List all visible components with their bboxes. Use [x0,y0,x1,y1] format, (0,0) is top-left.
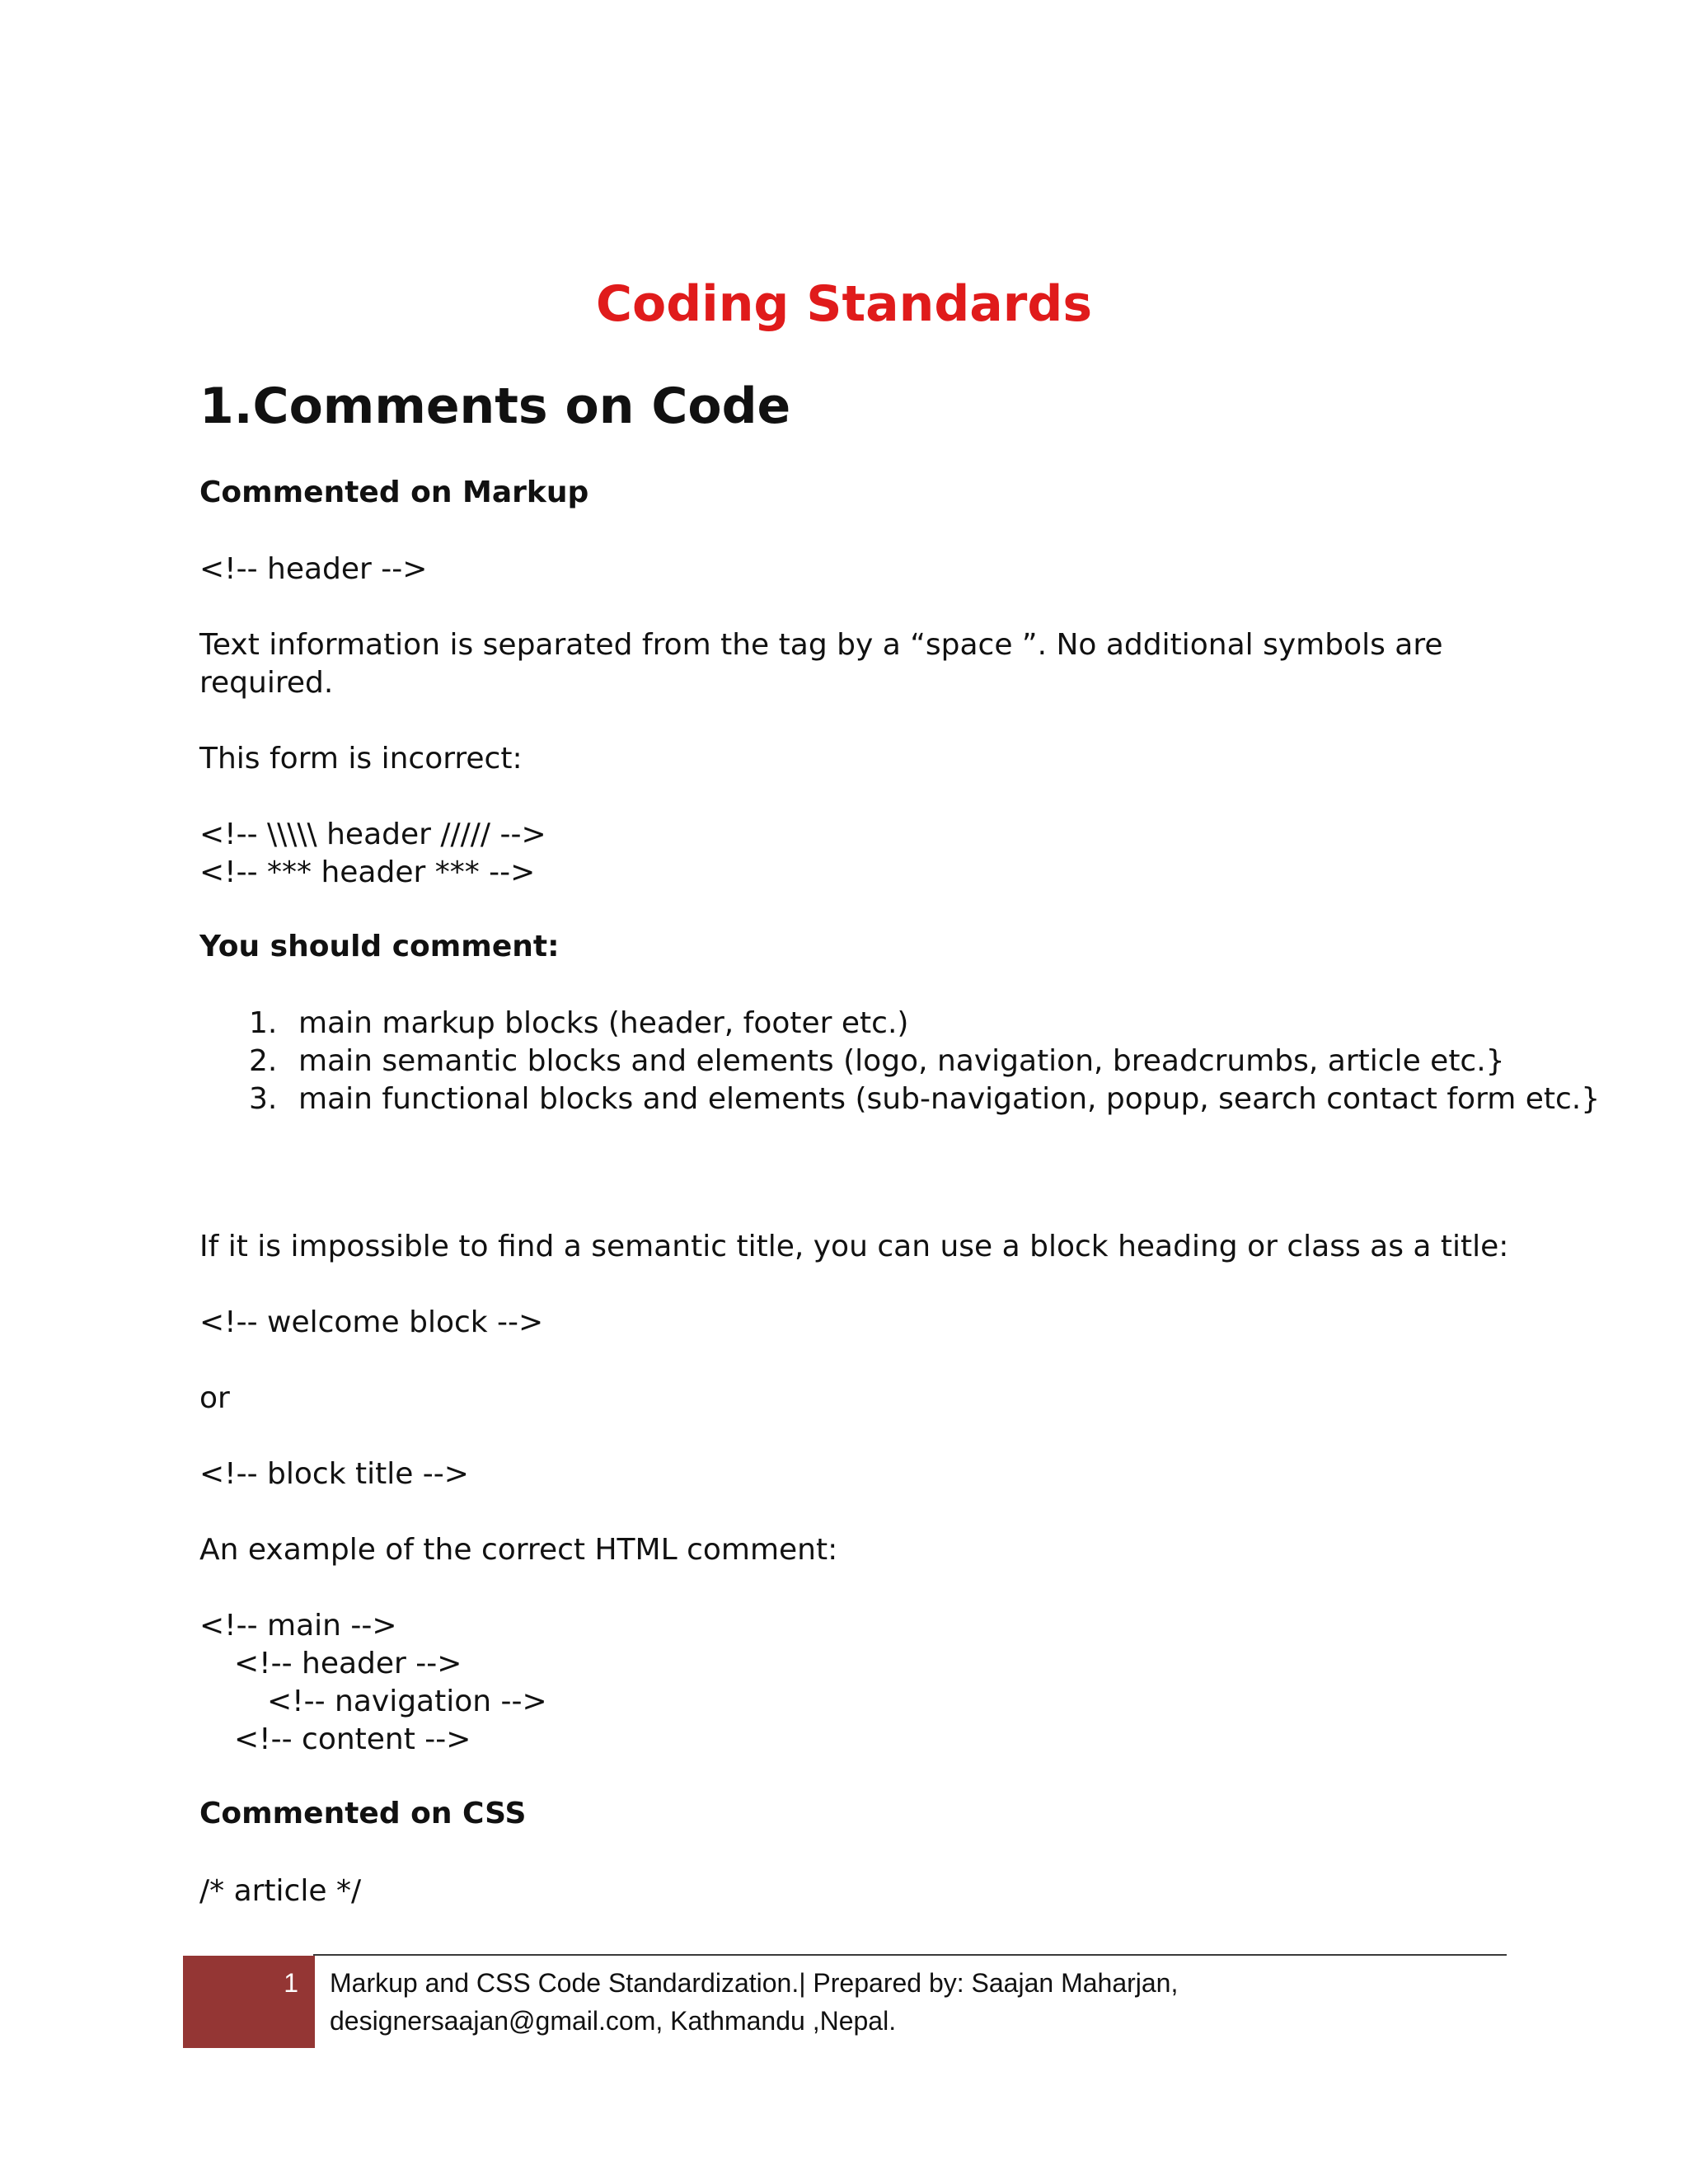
subheading-css: Commented on CSS [199,1797,527,1830]
list-item-number: 1. [249,1006,278,1040]
example-line-navigation: <!-- navigation --> [267,1685,547,1718]
list-item-text: main semantic blocks and elements (logo, navigation, breadcrumbs, article etc.} [298,1044,1505,1078]
document-title: Coding Standards [595,275,1093,333]
should-comment-list [199,1005,1601,1118]
text-info-paragraph: Text information is separated from the tag by a “space ”. No additional symbols are required. [199,628,1443,700]
list-item [199,1043,1518,1080]
list-item [199,1080,1601,1118]
list-item-text: main markup blocks (header, footer etc.) [298,1006,909,1040]
should-comment-label: You should comment: [199,930,560,963]
example-line-main: <!-- main --> [199,1609,397,1643]
footer-text: Markup and CSS Code Standardization.| Prepared by: Saajan Maharjan, designersaajan@gmail.com, Kathmandu ,Nepal. [330,1968,1179,2036]
or-text: or [199,1381,230,1415]
list-item-number: 3. [249,1082,278,1116]
welcome-block-example: <!-- welcome block --> [199,1305,544,1339]
example-line-content: <!-- content --> [234,1722,471,1756]
section-heading: 1.Comments on Code [199,377,791,435]
list-item-text: main functional blocks and elements (sub-navigation, popup, search contact form etc.} [298,1082,1601,1116]
page-number: 1 [284,1968,298,1998]
example-line-header: <!-- header --> [234,1647,462,1680]
incorrect-label: This form is incorrect: [199,742,523,776]
css-comment-example: /* article */ [199,1874,362,1908]
block-title-example: <!-- block title --> [199,1457,469,1491]
incorrect-example-1: <!-- \\\\\ header ///// --> [199,818,546,851]
incorrect-example-2: <!-- *** header *** --> [199,855,536,889]
comment-header-example: <!-- header --> [199,552,428,586]
example-label: An example of the correct HTML comment: [199,1533,838,1567]
semantic-title-paragraph: If it is impossible to find a semantic title, you can use a block heading or class as a title: [199,1230,1509,1263]
list-item-number: 2. [249,1044,278,1078]
subheading-markup: Commented on Markup [199,476,589,509]
list-item [199,1005,1518,1043]
footer-divider [313,1954,1507,1956]
